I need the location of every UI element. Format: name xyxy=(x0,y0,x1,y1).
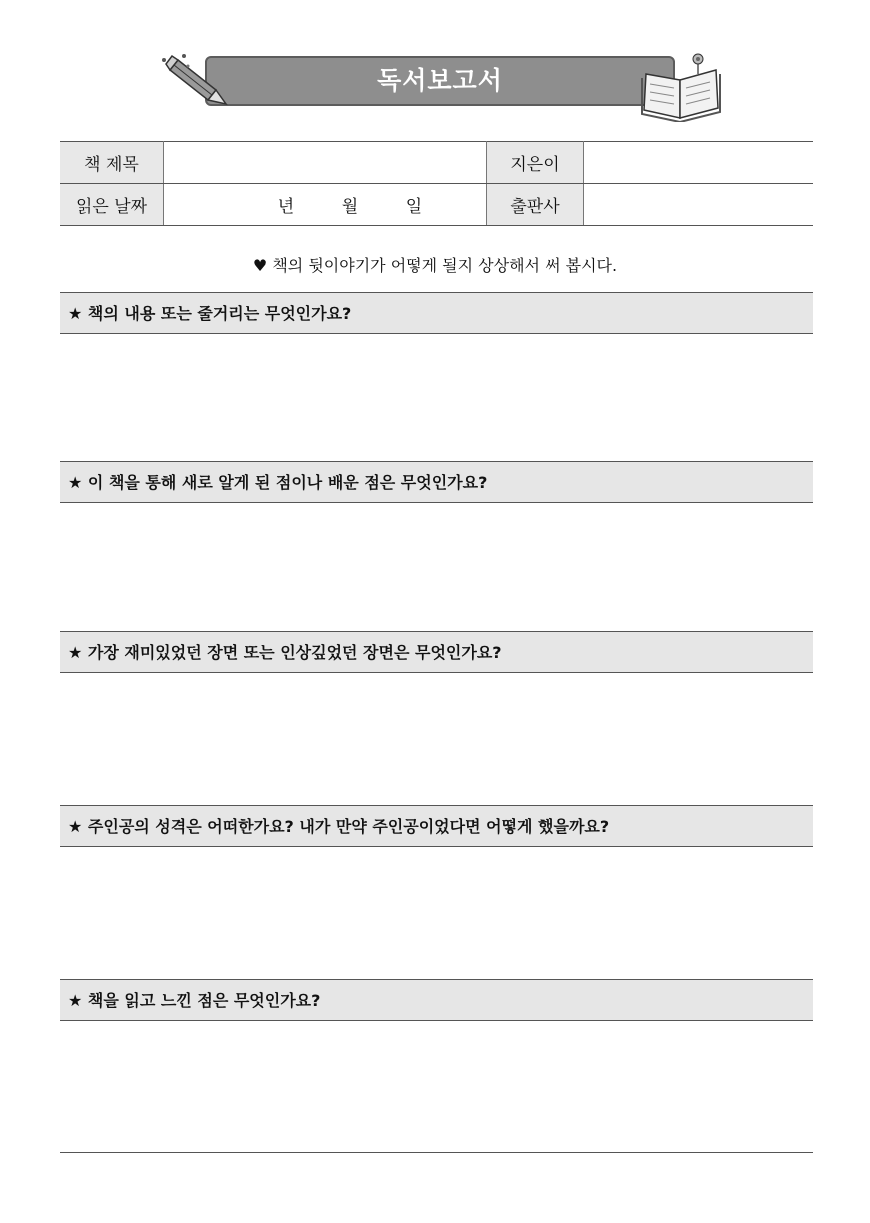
open-book-icon xyxy=(640,52,722,122)
question-section-3 xyxy=(60,631,813,673)
question-header: ★ 책을 읽고 느낀 점은 무엇인가요? xyxy=(60,979,813,1021)
month-label: 월 xyxy=(341,197,359,217)
publisher-label: 출판사 xyxy=(487,184,584,226)
question-section-1 xyxy=(60,292,813,334)
book-title-field[interactable] xyxy=(164,142,487,184)
author-field[interactable] xyxy=(584,142,814,184)
read-date-field[interactable] xyxy=(164,184,487,226)
bottom-divider xyxy=(60,1152,813,1153)
table-row xyxy=(60,184,813,226)
day-label: 일 xyxy=(405,197,423,217)
instruction-text: ♥ 책의 뒷이야기가 어떻게 될지 상상해서 써 봅시다. xyxy=(252,256,618,275)
pencil-icon xyxy=(158,52,228,112)
year-label: 년 xyxy=(277,197,295,217)
question-header: ★ 책의 내용 또는 줄거리는 무엇인가요? xyxy=(60,292,813,334)
question-section-2 xyxy=(60,461,813,503)
publisher-field[interactable] xyxy=(584,184,814,226)
question-section-4 xyxy=(60,805,813,847)
read-date-label: 읽은 날짜 xyxy=(60,184,164,226)
author-label: 지은이 xyxy=(487,142,584,184)
table-row xyxy=(60,142,813,184)
page-title: 독서보고서 xyxy=(377,66,503,95)
question-header: ★ 가장 재미있었던 장면 또는 인상깊었던 장면은 무엇인가요? xyxy=(60,631,813,673)
question-header: ★ 이 책을 통해 새로 알게 된 점이나 배운 점은 무엇인가요? xyxy=(60,461,813,503)
book-title-label: 책 제목 xyxy=(60,142,164,184)
book-info-table xyxy=(60,141,813,226)
question-section-5 xyxy=(60,979,813,1021)
question-header: ★ 주인공의 성격은 어떠한가요? 내가 만약 주인공이었다면 어떻게 했을까요? xyxy=(60,805,813,847)
